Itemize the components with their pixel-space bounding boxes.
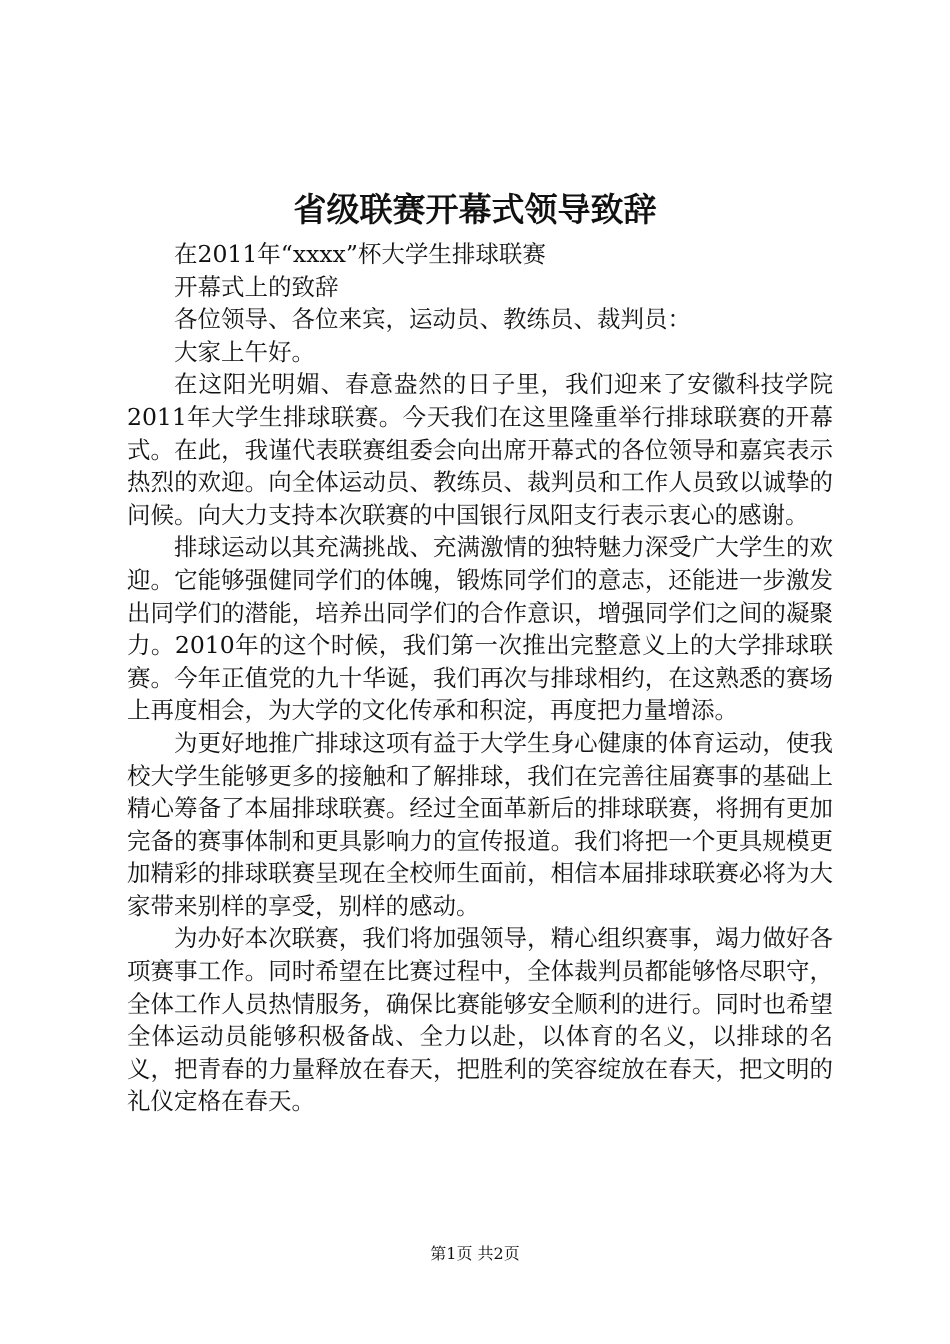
document-title: 省级联赛开幕式领导致辞 [293,190,657,229]
paragraph-greeting: 大家上午好。 [174,337,315,366]
paragraph-heading-line-2: 开幕式上的致辞 [174,272,339,301]
paragraph-body-4: 为办好本次联赛，我们将加强领导，精心组织赛事，竭力做好各项赛事工作。同时希望在比赛过程中，全体裁判员都能够恪尽职守，全体工作人员热情服务，确保比赛能够安全顺利的进行。同时也希望全体运动员能够积极备战、全力以赴，以体育的名义，以排球的名义，把青春的力量释放在春天，把胜利的笑容绽放在春天，把文明的礼仪定格在春天。 [127,924,833,1116]
paragraph-body-2: 排球运动以其充满挑战、充满激情的独特魅力深受广大学生的欢迎。它能够强健同学们的体魄，锻炼同学们的意志，还能进一步激发出同学们的潜能，培养出同学们的合作意识，增强同学们之间的凝聚力。2010年的这个时候，我们第一次推出完整意义上的大学排球联赛。今年正值党的九十华诞，我们再次与排球相约，在这熟悉的赛场上再度相会，为大学的文化传承和积淀，再度把力量增添。 [127,533,833,725]
document-body [127,238,833,1118]
paragraph-body-3: 为更好地推广排球这项有益于大学生身心健康的体育运动，使我校大学生能够更多的接触和了解排球，我们在完善往届赛事的基础上精心筹备了本届排球联赛。经过全面革新后的排球联赛，将拥有更加完备的赛事体制和更具影响力的宣传报道。我们将把一个更具规模更加精彩的排球联赛呈现在全校师生面前，相信本届排球联赛必将为大家带来别样的享受，别样的感动。 [127,728,833,920]
paragraph-heading-line-1: 在2011年“xxxx”杯大学生排球联赛 [174,240,546,268]
paragraph-salutation: 各位领导、各位来宾，运动员、教练员、裁判员： [174,305,691,334]
page-footer: 第1页 共2页 [430,1244,520,1263]
paragraph-body-1: 在这阳光明媚、春意盎然的日子里，我们迎来了安徽科技学院2011年大学生排球联赛。今天我们在这里隆重举行排球联赛的开幕式。在此，我谨代表联赛组委会向出席开幕式的各位领导和嘉宾表示热烈的欢迎。向全体运动员、教练员、裁判员和工作人员致以诚挚的问候。向大力支持本次联赛的中国银行凤阳支行表示衷心的感谢。 [127,370,833,529]
